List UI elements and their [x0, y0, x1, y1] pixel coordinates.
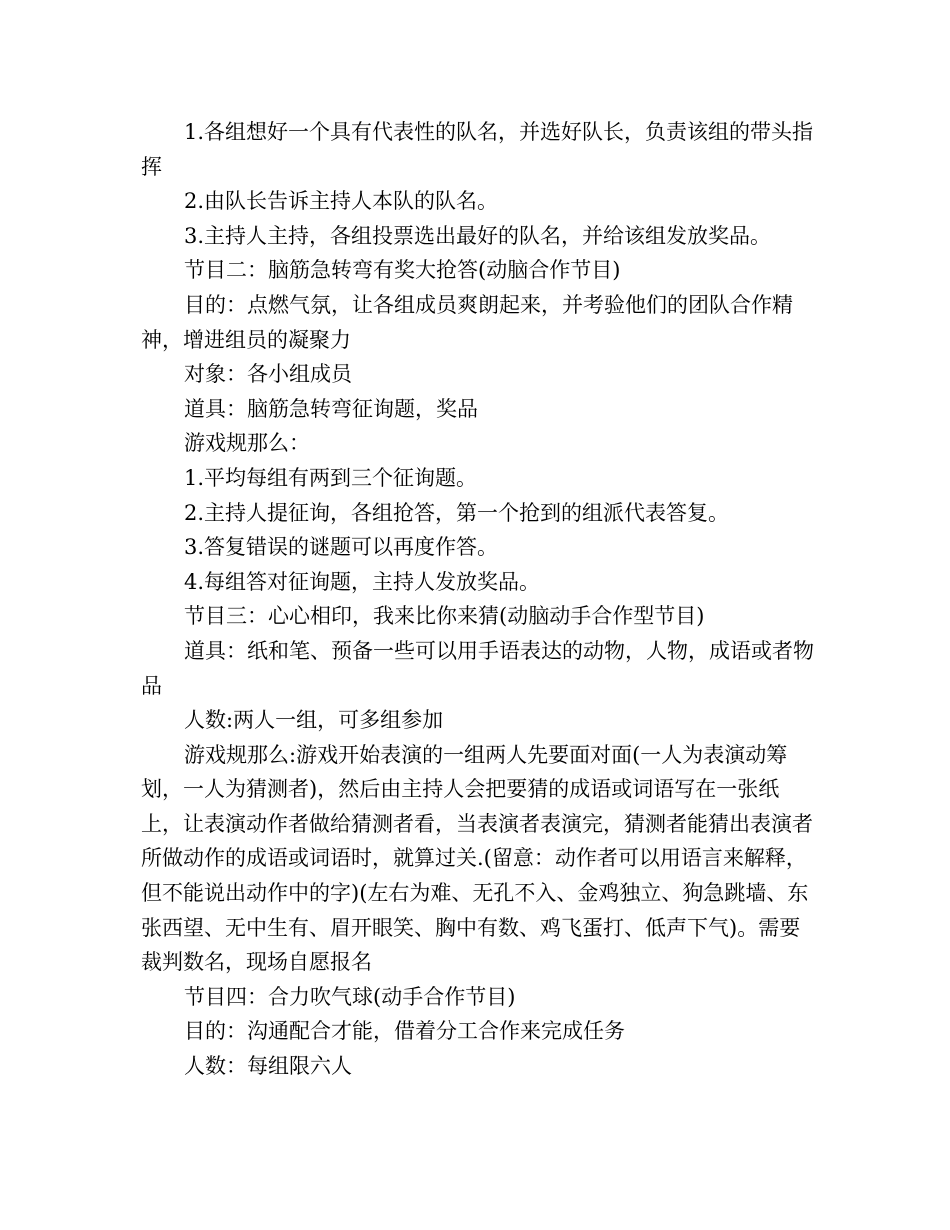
paragraph-team-name-step-1: 1.各组想好一个具有代表性的队名，并选好队长，负责该组的带头指挥: [141, 120, 814, 179]
paragraph-program-2-rule-3: 3.答复错误的谜题可以再度作答。: [184, 535, 499, 560]
paragraph-team-name-step-2: 2.由队长告诉主持人本队的队名。: [184, 189, 499, 214]
paragraph-program-3-rules: 游戏规那么:游戏开始表演的一组两人先要面对面(一人为表演动筹划，一人为猜测者)，然后由主持人会把要猜的成语或词语写在一张纸上，让表演动作者做给猜测者看，当表演者表演完，猜测者能猜出表演者所做动作的成语或词语时，就算过关.(留意：动作者可以用语言来解释，但不能说出动作中的字)(左右为难、无孔不入、金鸡独立、狗急跳墙、东张西望、无中生有、眉开眼笑、胸中有数、鸡飞蛋打、低声下气)。需要裁判数名，现场自愿报名: [141, 742, 813, 975]
document-body: [141, 115, 821, 1084]
paragraph-program-2-rule-2: 2.主持人提征询，各组抢答，第一个抢到的组派代表答复。: [184, 500, 730, 525]
paragraph-program-2-rules-heading: 游戏规那么：: [184, 431, 310, 456]
paragraph-program-4-purpose: 目的：沟通配合才能，借着分工合作来完成任务: [184, 1019, 625, 1044]
paragraph-program-2-rule-4: 4.每组答对征询题，主持人发放奖品。: [184, 569, 541, 594]
section-heading-program-4: 节目四：合力吹气球(动手合作节目): [184, 984, 516, 1009]
section-heading-program-3: 节目三：心心相印，我来比你来猜(动脑动手合作型节目): [184, 604, 705, 629]
paragraph-program-2-rule-1: 1.平均每组有两到三个征询题。: [184, 465, 478, 490]
paragraph-program-4-participants: 人数：每组限六人: [184, 1054, 352, 1079]
paragraph-program-3-participants: 人数:两人一组，可多组参加: [184, 708, 444, 733]
paragraph-program-2-props: 道具：脑筋急转弯征询题，奖品: [184, 396, 478, 421]
paragraph-program-2-purpose: 目的：点燃气氛，让各组成员爽朗起来，并考验他们的团队合作精神，增进组员的凝聚力: [141, 292, 793, 352]
paragraph-team-name-step-3: 3.主持人主持，各组投票选出最好的队名，并给该组发放奖品。: [184, 223, 772, 248]
paragraph-program-3-props: 道具：纸和笔、预备一些可以用手语表达的动物，人物，成语或者物品: [141, 638, 814, 698]
paragraph-program-2-audience: 对象：各小组成员: [184, 362, 352, 387]
section-heading-program-2: 节目二：脑筋急转弯有奖大抢答(动脑合作节目): [184, 258, 621, 283]
